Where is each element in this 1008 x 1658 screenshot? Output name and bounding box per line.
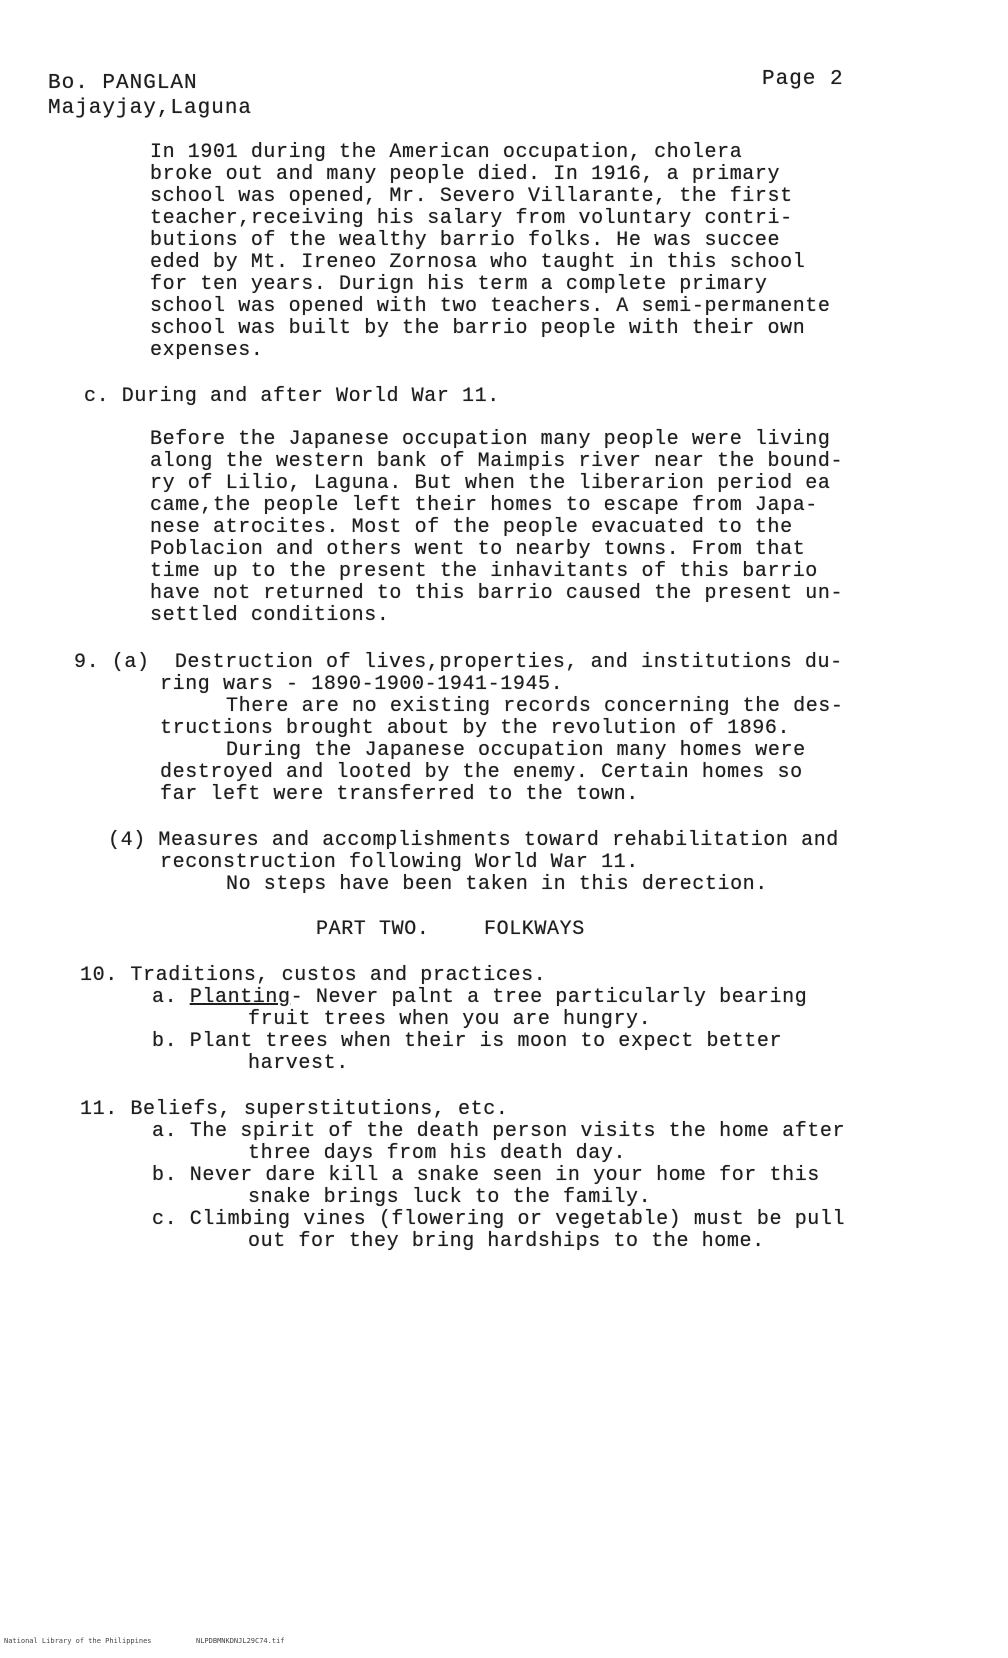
footer-library: National Library of the Philippines bbox=[4, 1637, 152, 1645]
item-11-b: b. Never dare kill a snake seen in your home for this bbox=[152, 1164, 820, 1187]
history-line: school was opened, Mr. Severo Villarante, the first bbox=[150, 185, 793, 208]
part-two-label: PART TWO. bbox=[316, 918, 430, 941]
history-line: teacher,receiving his salary from voluntary contri- bbox=[150, 207, 793, 230]
history-line: butions of the wealthy barrio folks. He was succee bbox=[150, 229, 781, 252]
item-10-a-rest: - Never palnt a tree particularly bearing bbox=[290, 986, 808, 1009]
item-11-c: c. Climbing vines (flowering or vegetable) must be pull bbox=[152, 1208, 846, 1231]
item-11-c-cont: out for they bring hardships to the home. bbox=[248, 1230, 765, 1253]
item-11-a: a. The spirit of the death person visits the home after bbox=[152, 1120, 846, 1143]
item-9-line: ring wars - 1890-1900-1941-1945. bbox=[160, 673, 564, 696]
planting-word: Planting bbox=[189, 986, 291, 1009]
page-number: Page 2 bbox=[762, 68, 844, 91]
history-line: In 1901 during the American occupation, cholera bbox=[150, 141, 743, 164]
item-11-b-cont: snake brings luck to the family. bbox=[248, 1186, 652, 1209]
item-10-heading: 10. Traditions, custos and practices. bbox=[80, 964, 547, 987]
item-9-4-line: (4) Measures and accomplishments toward rehabilitation and bbox=[108, 829, 839, 852]
barrio-name: Bo. PANGLAN bbox=[48, 72, 198, 95]
section-c-line: came,the people left their homes to escape from Japa- bbox=[150, 494, 818, 517]
item-10-b-cont: harvest. bbox=[248, 1052, 349, 1075]
history-line: eded by Mt. Ireneo Zornosa who taught in this school bbox=[150, 251, 806, 274]
section-c-line: ry of Lilio, Laguna. But when the liberarion period ea bbox=[150, 472, 831, 495]
section-c-line: have not returned to this barrio caused the present un- bbox=[150, 582, 844, 605]
history-line: school was built by the barrio people with their own bbox=[150, 317, 806, 340]
part-two-title: FOLKWAYS bbox=[484, 918, 585, 941]
section-c-line: time up to the present the inhavitants of this barrio bbox=[150, 560, 818, 583]
section-c-line: nese atrocites. Most of the people evacuated to the bbox=[150, 516, 793, 539]
item-9-line: During the Japanese occupation many homes were bbox=[226, 739, 806, 762]
item-9-line: far left were transferred to the town. bbox=[160, 783, 639, 806]
section-c-line: Before the Japanese occupation many people were living bbox=[150, 428, 831, 451]
item-10-b: b. Plant trees when their is moon to expect better bbox=[152, 1030, 783, 1053]
section-c-heading: c. During and after World War 11. bbox=[84, 385, 500, 408]
town-name: Majayjay,Laguna bbox=[48, 97, 253, 120]
item-11-heading: 11. Beliefs, superstitutions, etc. bbox=[80, 1098, 509, 1121]
history-line: school was opened with two teachers. A semi-permanente bbox=[150, 295, 831, 318]
item-10-a-cont: fruit trees when you are hungry. bbox=[248, 1008, 652, 1031]
item-10-a bbox=[152, 986, 807, 1010]
item-10-a-prefix: a. bbox=[152, 986, 190, 1009]
item-9-4-line: reconstruction following World War 11. bbox=[160, 851, 639, 874]
item-9-line: tructions brought about by the revolution of 1896. bbox=[160, 717, 791, 740]
section-c-line: along the western bank of Maimpis river near the bound- bbox=[150, 450, 844, 473]
item-9-4-line: No steps have been taken in this derection. bbox=[226, 873, 768, 896]
item-11-a-cont: three days from his death day. bbox=[248, 1142, 627, 1165]
section-c-line: Poblacion and others went to nearby towns. From that bbox=[150, 538, 806, 561]
history-line: broke out and many people died. In 1916, a primary bbox=[150, 163, 781, 186]
item-9-line: 9. (a) Destruction of lives,properties, and institutions du- bbox=[74, 651, 843, 674]
footer-file: NLPDBMNKDNJL29C74.tif bbox=[196, 1637, 285, 1645]
history-line: for ten years. Durign his term a complete primary bbox=[150, 273, 768, 296]
section-c-line: settled conditions. bbox=[150, 604, 390, 627]
item-9-line: destroyed and looted by the enemy. Certain homes so bbox=[160, 761, 803, 784]
item-9-line: There are no existing records concerning the des- bbox=[226, 695, 844, 718]
history-line: expenses. bbox=[150, 339, 264, 362]
